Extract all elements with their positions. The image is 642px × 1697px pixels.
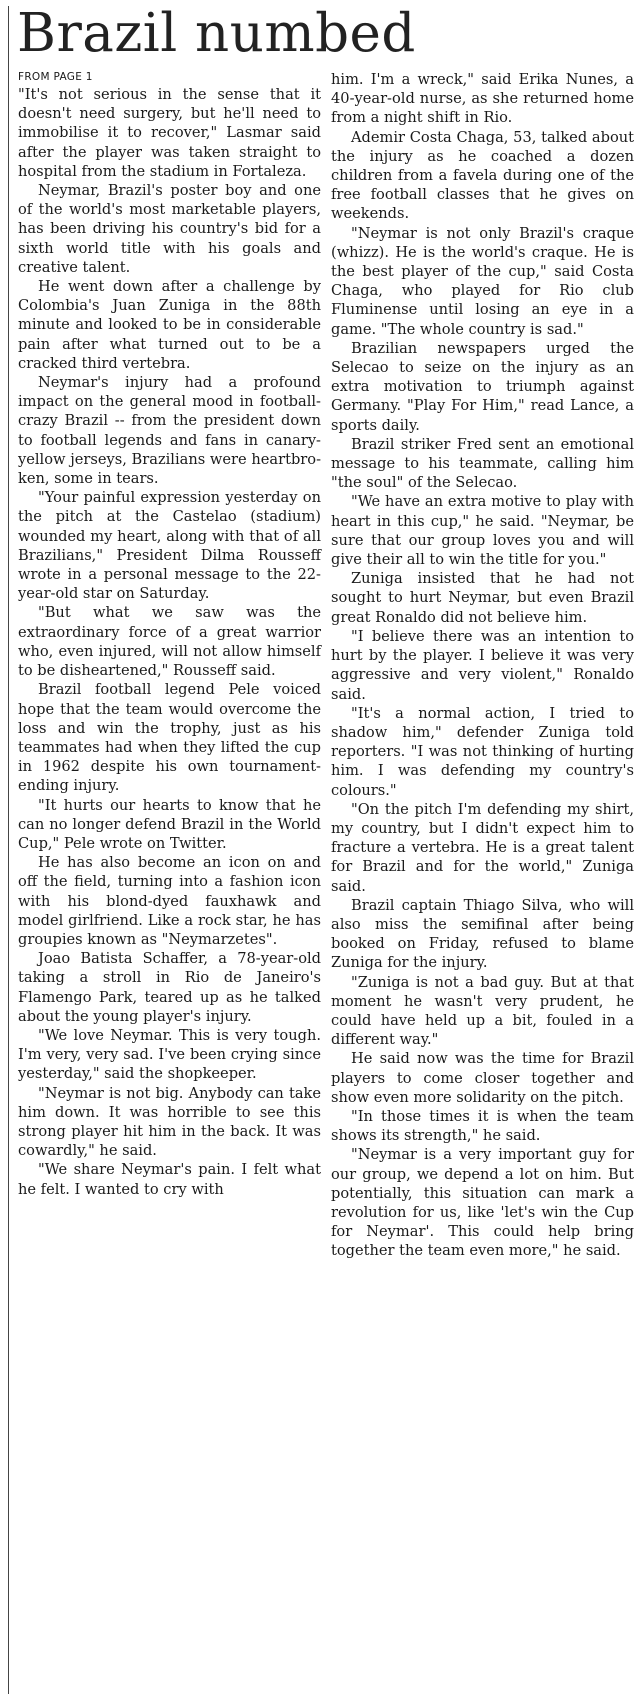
paragraph: Zuniga insisted that he had not sought to hurt Neymar, but even Brazil great Ronaldo did not believe him. [331,570,634,626]
paragraph: "Neymar is not only Brazil's craque (whizz). He is the world's craque. He is the best player of the cup," said Costa Chaga, who played for Rio club Fluminense until losing an eye in a game. "The whole country is sad." [331,224,634,338]
paragraph: "Zuniga is not a bad guy. But at that moment he wasn't very prudent, he could have held up a bit, fouled in a different way." [331,973,634,1049]
paragraph: "It's a normal action, I tried to shadow him," defender Zuniga told reporters. "I was not thinking of hurting him. I was defending my country's colours." [331,704,634,799]
paragraph: him. I'm a wreck," said Erika Nunes, a 40-year-old nurse, as she returned home from a night shift in Rio. [331,71,634,127]
paragraph: Brazil striker Fred sent an emotional message to his teammate, calling him "the soul" of the Selecao. [331,435,634,492]
paragraph: Brazil football legend Pele voiced hope that the team would overcome the loss and win the trophy, just as his teammates had when they lifted the cup in 1962 despite his own tournament-ending injury. [18,681,321,795]
paragraph: Neymar, Brazil's poster boy and one of the world's most marketable players, has been driving his country's bid for a sixth world title with his goals and creative talent. [18,182,321,276]
paragraph: He went down after a challenge by Colombia's Juan Zuniga in the 88th minute and looked to be in considerable pain after what turned out to be a cracked third vertebra. [18,278,321,372]
column-rule [8,6,9,1694]
paragraph: "It hurts our hearts to know that he can no longer defend Brazil in the World Cup," Pele wrote on Twitter. [18,796,321,852]
kicker: FROM PAGE 1 [18,71,93,83]
paragraph: "I believe there was an intention to hurt by the player. I believe it was very aggressive and very violent," Ronaldo said. [331,627,634,703]
paragraph: Brazil captain Thiago Silva, who will also miss the semifinal after being booked on Friday, refused to blame Zuniga for the injury. [331,896,634,972]
paragraph: "Neymar is not big. Anybody can take him down. It was horrible to see this strong player hit him in the back. It was cowardly," he said. [18,1084,321,1160]
paragraph: Ademir Costa Chaga, 53, talked about the injury as he coached a dozen children from a favela during one of the free football classes that he gives on weekends. [331,128,634,223]
paragraph: "But what we saw was the extraordinary force of a great warrior who, even injured, will not allow himself to be disheartened," Rousseff said. [18,604,321,680]
paragraph: "We love Neymar. This is very tough. I'm very, very sad. I've been crying since yesterday," said the shopkeeper. [18,1026,321,1083]
column-2 [331,70,634,1261]
paragraph: "It's not serious in the sense that it doesn't need surgery, but he'll need to immobilise it to recover," Lasmar said after the player was taken straight to hospital from the stadium in Fortaleza. [18,86,321,180]
article-body [18,70,634,1261]
headline: Brazil numbed [17,3,416,64]
paragraph: Neymar's injury had a profound impact on the general mood in football-crazy Brazil -- from the president down to football legends and fans in canary-yellow jerseys, Brazilians were heartbroken, some in tears. [18,374,321,488]
paragraph: Brazilian newspapers urged the Selecao to seize on the injury as an extra motivation to triumph against Germany. "Play For Him," read Lance, a sports daily. [331,339,634,434]
paragraph: "We share Neymar's pain. I felt what he felt. I wanted to cry with [18,1161,321,1198]
paragraph: He has also become an icon on and off the field, turning into a fashion icon with his blond-dyed fauxhawk and model girlfriend. Like a rock star, he has groupies known as "Neymarzetes". [18,854,321,948]
paragraph: He said now was the time for Brazil players to come closer together and show even more solidarity on the pitch. [331,1050,634,1106]
paragraph: Joao Batista Schaffer, a 78-year-old taking a stroll in Rio de Janeiro's Flamengo Park, teared up as he talked about the young player's injury. [18,950,321,1025]
paragraph: "We have an extra motive to play with heart in this cup," he said. "Neymar, be sure that our group loves you and will give their all to win the title for you." [331,493,634,569]
paragraph: "Your painful expression yesterday on the pitch at the Castelao (stadium) wounded my heart, along with that of all Brazilians," President Dilma Rousseff wrote in a personal message to the 22-year-old star on Saturday. [18,489,321,603]
paragraph: "In those times it is when the team shows its strength," he said. [331,1107,634,1145]
paragraph: "On the pitch I'm defending my shirt, my country, but I didn't expect him to fracture a vertebra. He is a great talent for Brazil and for the world," Zuniga said. [331,800,634,895]
paragraph: "Neymar is a very important guy for our group, we depend a lot on him. But potentially, this situation can mark a revolution for us, like 'let's win the Cup for Neymar'. This could help bring together the team even more," he said. [331,1146,634,1260]
column-1 [18,70,321,1261]
